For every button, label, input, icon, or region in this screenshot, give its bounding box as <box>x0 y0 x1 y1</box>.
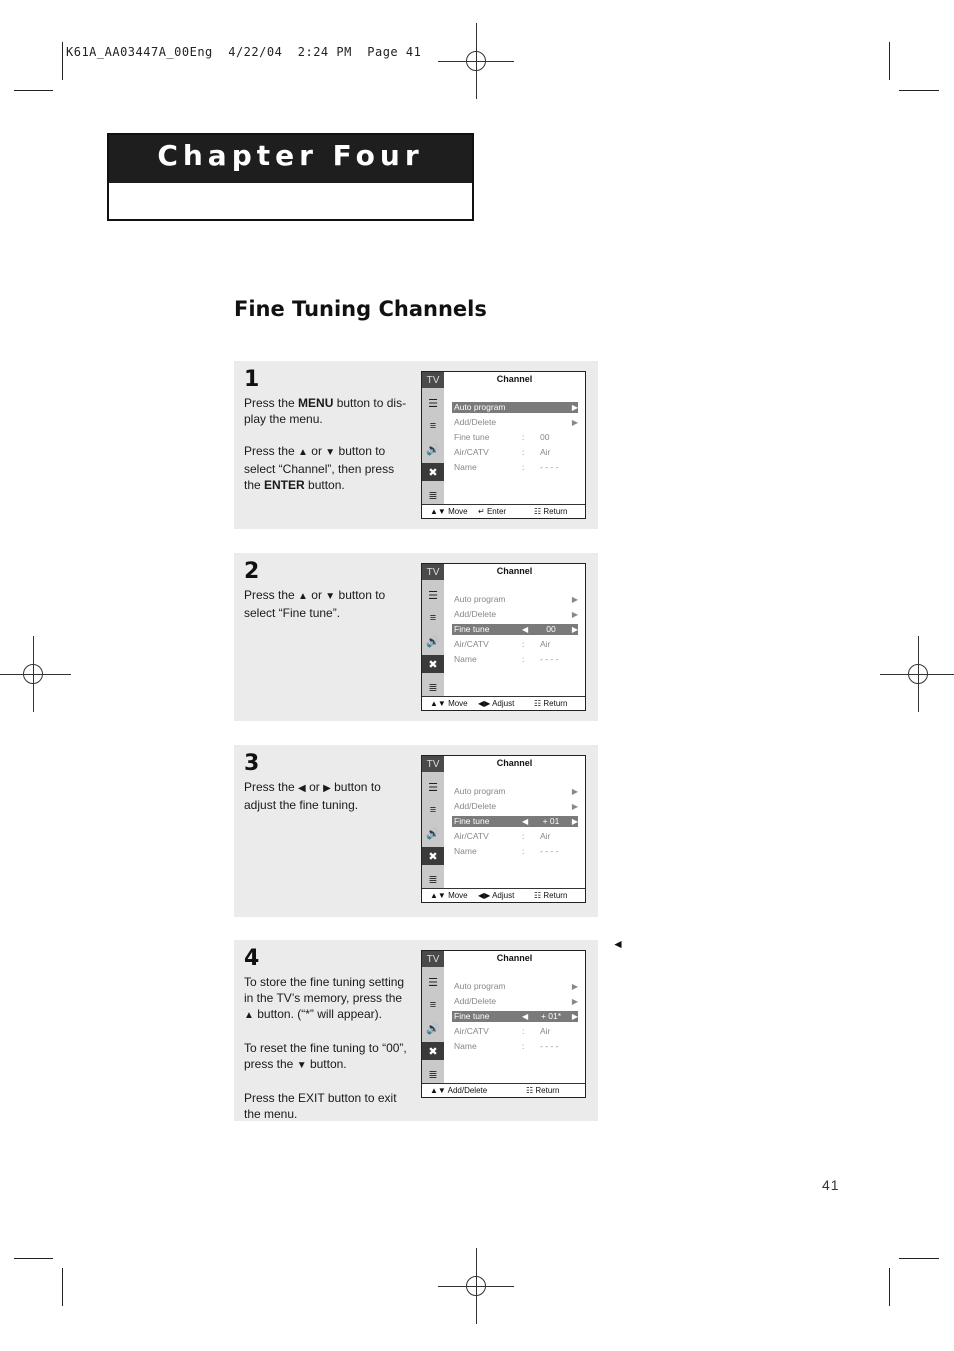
menu-sidebar <box>422 372 444 504</box>
footer-hint-label: Adjust <box>492 699 515 708</box>
menu-item-value: - - - - <box>540 846 559 856</box>
menu-item-value: 00 <box>540 432 550 442</box>
footer-hint-label: Return <box>535 1086 560 1095</box>
menu-body <box>422 951 585 1083</box>
menu-item-value: - - - - <box>540 462 559 472</box>
crop-mark <box>899 90 939 91</box>
instruction-paragraph: Press the ▲ or ▼ button to select “Fine tune”. <box>244 588 386 620</box>
menu-body <box>422 564 585 696</box>
right-arrow-icon: ▶ <box>571 418 578 427</box>
setup-icon: ≣ <box>428 681 438 694</box>
right-arrow-icon: ▶ <box>571 997 578 1006</box>
menu-item-label: Name <box>454 654 477 664</box>
crop-mark <box>62 1268 63 1306</box>
menu-item-label: Name <box>454 462 477 472</box>
menu-item[interactable] <box>452 816 578 827</box>
antenna-icon: ✖ <box>422 463 444 481</box>
menu-item-label: Fine tune <box>454 1011 490 1021</box>
arrow-button-icon: ◀ <box>298 783 306 794</box>
menu-item-label: Air/CATV <box>454 447 489 457</box>
tv-input-icon: TV <box>422 372 444 388</box>
tv-input-icon: TV <box>422 756 444 772</box>
step-panel-3 <box>234 745 598 917</box>
footer-hint-label: Adjust <box>492 891 515 900</box>
menu-body <box>422 756 585 888</box>
registration-mark-bottom <box>456 1266 496 1306</box>
footer-hint <box>526 1086 559 1095</box>
setup-icon: ≣ <box>428 1068 438 1081</box>
footer-hint-label: Return <box>543 507 568 516</box>
footer-hint <box>534 507 567 516</box>
tv-input-icon: TV <box>422 564 444 580</box>
footer-hint-label: Return <box>543 699 568 708</box>
picture-icon: ☰ <box>428 976 438 989</box>
arrow-button-icon: ▲ <box>244 1010 254 1021</box>
menu-item-value: - - - - <box>540 654 559 664</box>
menu-item-label: Air/CATV <box>454 639 489 649</box>
step-number: 2 <box>244 559 260 584</box>
menu-item-label: Auto program <box>454 981 506 991</box>
menu-item-separator: : <box>522 831 525 841</box>
crop-mark <box>62 42 63 80</box>
channel-menu-screen <box>421 950 586 1098</box>
sound-bars-icon: ≡ <box>429 612 437 624</box>
menu-item[interactable] <box>452 402 578 413</box>
right-arrow-icon: ▶ <box>571 787 578 796</box>
menu-item-value: Air <box>540 831 551 841</box>
speaker-icon: 🔊 <box>426 1022 440 1035</box>
menu-item-value: - - - - <box>540 1041 559 1051</box>
right-arrow-icon: ▶ <box>571 817 578 826</box>
continue-arrow: ◄ <box>612 937 624 951</box>
menu-item-separator: : <box>522 462 525 472</box>
footer-hint-icon: ↵ <box>478 507 487 516</box>
step-number: 1 <box>244 367 260 392</box>
chapter-header <box>107 133 474 221</box>
footer-hint <box>534 699 567 708</box>
right-arrow-icon: ▶ <box>571 595 578 604</box>
channel-menu-screen <box>421 563 586 711</box>
menu-item-label: Air/CATV <box>454 831 489 841</box>
menu-sidebar <box>422 756 444 888</box>
crop-mark <box>899 1258 939 1259</box>
menu-body <box>422 372 585 504</box>
footer-hint-icon: ▲▼ <box>430 891 449 900</box>
right-arrow-icon: ▶ <box>571 802 578 811</box>
menu-item-label: Fine tune <box>454 432 490 442</box>
right-arrow-icon: ▶ <box>571 403 578 412</box>
section-title: Fine Tuning Channels <box>234 297 487 321</box>
menu-item[interactable] <box>452 594 578 605</box>
menu-item-separator: : <box>522 639 525 649</box>
crop-mark <box>889 1268 890 1306</box>
footer-hint-label: Enter <box>486 507 507 516</box>
arrow-button-icon: ▲ <box>298 591 308 602</box>
step-instructions <box>244 779 414 813</box>
footer-hint-icon: ☷ <box>526 1086 536 1095</box>
channel-menu-screen <box>421 755 586 903</box>
instruction-paragraph: Press the ◀ or ▶ button to adjust the fine tuning. <box>244 780 381 812</box>
menu-item[interactable] <box>452 846 578 857</box>
left-arrow-icon: ◀ <box>522 817 529 826</box>
menu-item-value: Air <box>540 1026 551 1036</box>
instruction-paragraph: To reset the fine tuning to “00”, press the ▼ button. <box>244 1041 407 1071</box>
footer-hint-label: Move <box>448 507 468 516</box>
sound-bars-icon: ≡ <box>429 999 437 1011</box>
setup-icon: ≣ <box>428 873 438 886</box>
menu-item[interactable] <box>452 1026 578 1037</box>
instruction-paragraph: Press the MENU button to dis- play the menu. <box>244 396 407 426</box>
step-instructions <box>244 974 414 1122</box>
footer-hint-label: Move <box>448 891 468 900</box>
crop-mark <box>14 90 53 91</box>
menu-item[interactable] <box>452 1011 578 1022</box>
registration-mark-top <box>456 41 496 81</box>
footer-hint-label: Move <box>448 699 468 708</box>
menu-item[interactable] <box>452 654 578 665</box>
footer-hint <box>430 507 468 516</box>
chapter-band <box>109 135 472 183</box>
menu-item-separator: : <box>522 447 525 457</box>
menu-item[interactable] <box>452 831 578 842</box>
menu-item-separator: : <box>522 432 525 442</box>
footer-hint-label: Return <box>543 891 568 900</box>
instruction-paragraph: Press the ▲ or ▼ button to select “Channel”, then press the ENTER button. <box>244 444 395 492</box>
menu-footer <box>422 1083 585 1097</box>
instruction-paragraph: Press the EXIT button to exit the menu. <box>244 1091 397 1121</box>
arrow-button-icon: ▲ <box>298 447 308 458</box>
menu-item[interactable] <box>452 981 578 992</box>
menu-footer <box>422 696 585 710</box>
chapter-title: Chapter Four <box>157 139 424 172</box>
right-arrow-icon: ▶ <box>571 625 578 634</box>
speaker-icon: 🔊 <box>426 443 440 456</box>
footer-hint <box>478 507 506 516</box>
sound-bars-icon: ≡ <box>429 804 437 816</box>
menu-item-label: Add/Delete <box>454 609 497 619</box>
footer-hint-icon: ◀▶ <box>478 699 493 708</box>
menu-sidebar <box>422 564 444 696</box>
step-instructions <box>244 395 414 493</box>
footer-hint-label: Add/Delete <box>447 1086 488 1095</box>
footer-hint-icon: ▲▼ <box>430 1086 448 1095</box>
menu-item-label: Name <box>454 1041 477 1051</box>
footer-hint-icon: ▲▼ <box>430 507 449 516</box>
arrow-button-icon: ▼ <box>296 1060 307 1071</box>
footer-hint <box>430 699 468 708</box>
fine-tune-value: + 01* <box>540 1011 562 1021</box>
print-slug: K61A_AA03447A_00Eng 4/22/04 2:24 PM Page 41 <box>66 45 422 59</box>
menu-item[interactable] <box>452 996 578 1007</box>
fine-tune-value: + 01 <box>542 816 560 826</box>
picture-icon: ☰ <box>428 781 438 794</box>
menu-item[interactable] <box>452 432 578 443</box>
speaker-icon: 🔊 <box>426 635 440 648</box>
arrow-button-icon: ▼ <box>325 447 336 458</box>
step-number: 3 <box>244 751 260 776</box>
footer-hint-icon: ▲▼ <box>430 699 449 708</box>
menu-title: Channel <box>496 374 533 384</box>
menu-item-label: Add/Delete <box>454 417 497 427</box>
menu-item-value: Air <box>540 639 551 649</box>
menu-item-separator: : <box>522 1026 525 1036</box>
speaker-icon: 🔊 <box>426 827 440 840</box>
step-panel-4 <box>234 940 598 1121</box>
page-number: 41 <box>822 1177 840 1193</box>
setup-icon: ≣ <box>428 489 438 502</box>
arrow-button-icon: ▼ <box>325 591 336 602</box>
menu-item-label: Auto program <box>454 594 506 604</box>
left-arrow-icon: ◀ <box>522 1012 529 1021</box>
menu-item[interactable] <box>452 624 578 635</box>
menu-item-value: Air <box>540 447 551 457</box>
menu-title: Channel <box>496 566 533 576</box>
menu-item[interactable] <box>452 462 578 473</box>
footer-hint-icon: ☷ <box>534 699 544 708</box>
menu-item[interactable] <box>452 786 578 797</box>
arrow-button-icon: ▶ <box>323 783 331 794</box>
footer-hint <box>478 891 514 900</box>
menu-title: Channel <box>496 953 533 963</box>
footer-hint-icon: ☷ <box>534 507 544 516</box>
menu-item-label: Air/CATV <box>454 1026 489 1036</box>
menu-item-label: Add/Delete <box>454 996 497 1006</box>
channel-menu-screen <box>421 371 586 519</box>
footer-hint <box>478 699 514 708</box>
footer-hint <box>534 891 567 900</box>
registration-mark-right <box>898 654 938 694</box>
menu-sidebar <box>422 951 444 1083</box>
instruction-paragraph: To store the fine tuning setting in the TV’s memory, press the ▲ button. (“*” will appear). <box>244 975 405 1021</box>
footer-hint-icon: ☷ <box>534 891 544 900</box>
footer-hint <box>430 891 468 900</box>
menu-item[interactable] <box>452 1041 578 1052</box>
menu-footer <box>422 504 585 518</box>
step-number: 4 <box>244 946 260 971</box>
step-instructions <box>244 587 414 621</box>
crop-mark <box>14 1258 53 1259</box>
menu-item[interactable] <box>452 609 578 620</box>
menu-item[interactable] <box>452 801 578 812</box>
antenna-icon: ✖ <box>422 1042 444 1060</box>
menu-item-label: Add/Delete <box>454 801 497 811</box>
registration-mark-left <box>13 654 53 694</box>
crop-mark <box>889 42 890 80</box>
button-name: MENU <box>298 396 334 410</box>
footer-hint-icon: ◀▶ <box>478 891 493 900</box>
right-arrow-icon: ▶ <box>571 610 578 619</box>
menu-title: Channel <box>496 758 533 768</box>
menu-item-label: Auto program <box>454 786 506 796</box>
fine-tune-value: 00 <box>546 624 556 634</box>
picture-icon: ☰ <box>428 589 438 602</box>
menu-item-label: Fine tune <box>454 624 490 634</box>
step-panel-1 <box>234 361 598 529</box>
menu-item-separator: : <box>522 846 525 856</box>
menu-item-label: Auto program <box>454 402 506 412</box>
menu-item-label: Name <box>454 846 477 856</box>
menu-item-separator: : <box>522 1041 525 1051</box>
menu-item[interactable] <box>452 639 578 650</box>
step-panel-2 <box>234 553 598 721</box>
left-arrow-icon: ◀ <box>522 625 529 634</box>
menu-item[interactable] <box>452 447 578 458</box>
menu-item-label: Fine tune <box>454 816 490 826</box>
antenna-icon: ✖ <box>422 655 444 673</box>
picture-icon: ☰ <box>428 397 438 410</box>
footer-hint <box>430 1086 487 1095</box>
sound-bars-icon: ≡ <box>429 420 437 432</box>
antenna-icon: ✖ <box>422 847 444 865</box>
tv-input-icon: TV <box>422 951 444 967</box>
menu-item[interactable] <box>452 417 578 428</box>
menu-item-separator: : <box>522 654 525 664</box>
button-name: ENTER <box>264 478 305 492</box>
right-arrow-icon: ▶ <box>571 982 578 991</box>
right-arrow-icon: ▶ <box>571 1012 578 1021</box>
menu-footer <box>422 888 585 902</box>
